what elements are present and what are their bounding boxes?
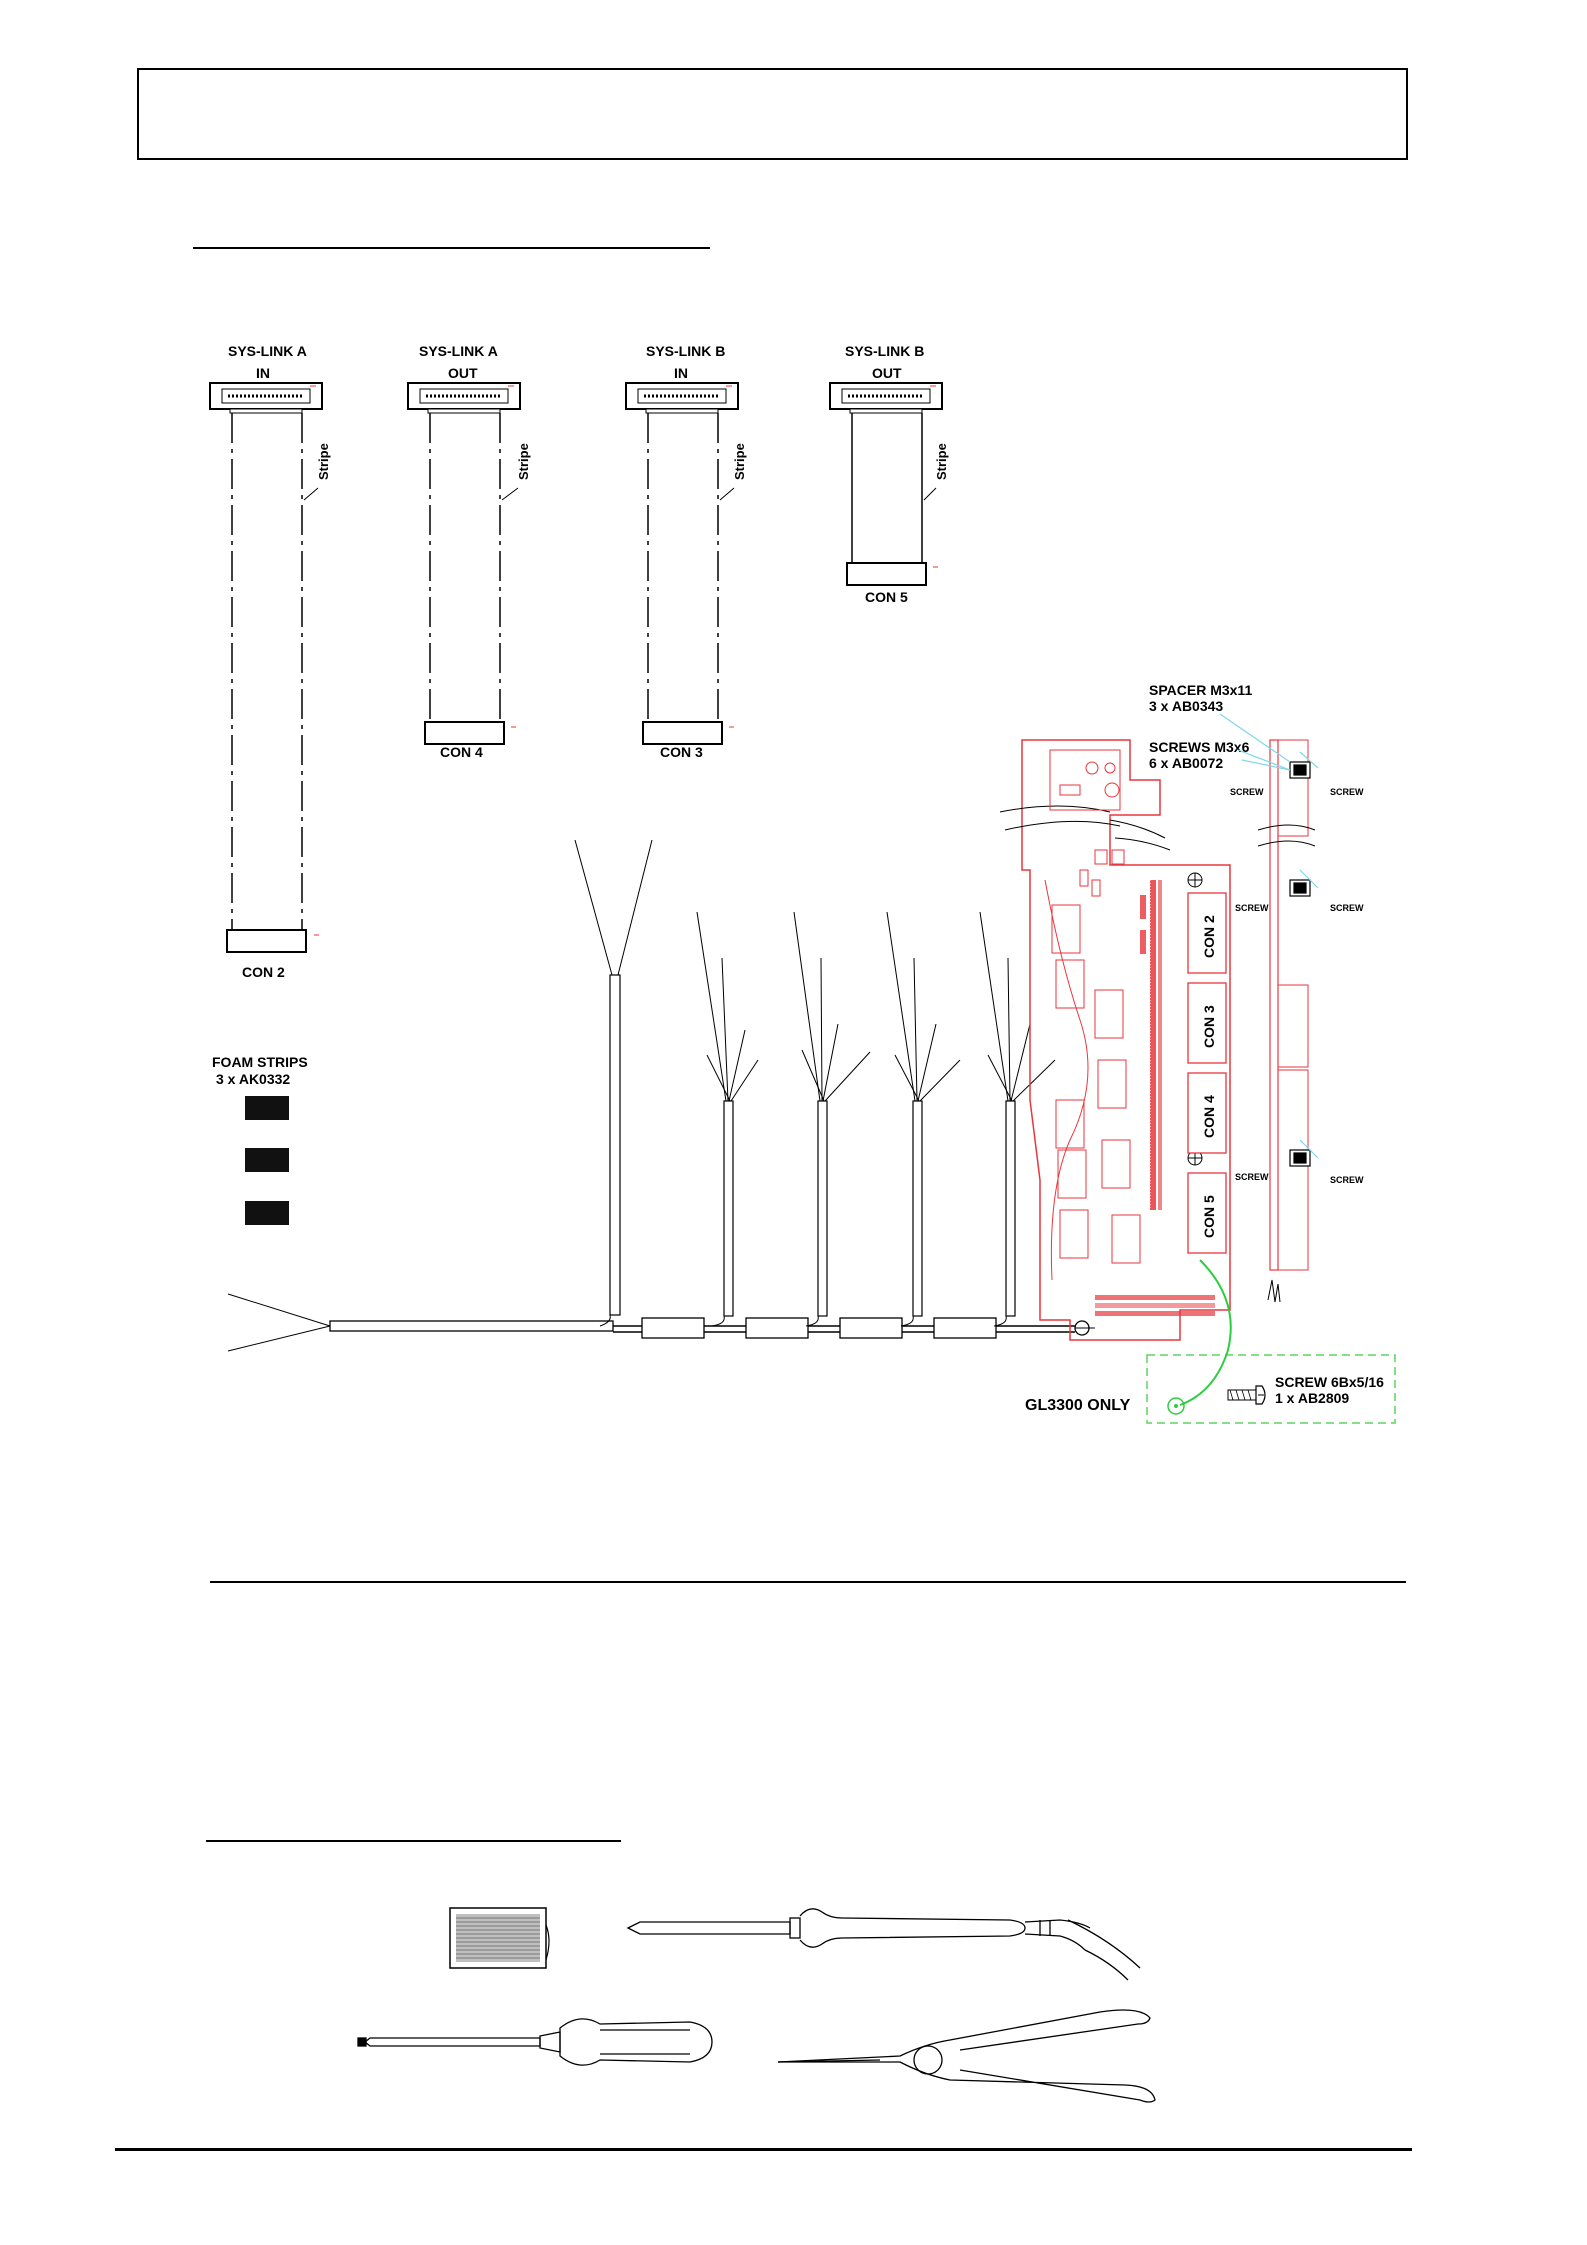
cable-label-top: SYS-LINK A <box>419 343 498 359</box>
cable-label-top: SYS-LINK B <box>845 343 925 359</box>
cable-harness <box>228 840 1075 1351</box>
idc-connector-con2 <box>227 930 306 952</box>
board-con2-label: CON 2 <box>1201 915 1217 958</box>
pcb-board <box>1000 740 1230 1340</box>
board-con4-label: CON 4 <box>1201 1095 1217 1138</box>
board-con5-label: CON 5 <box>1201 1195 1217 1238</box>
stripe-label: Stripe <box>934 443 949 480</box>
solder-reel-icon <box>450 1908 549 1968</box>
cable-label-sub: OUT <box>448 365 478 381</box>
hardware-callouts <box>1149 682 1364 1185</box>
ground-option <box>1025 1260 1395 1423</box>
spacer-title: SPACER M3x11 <box>1149 682 1253 698</box>
screw-tag: SCREW <box>1235 903 1269 913</box>
connector-label: CON 3 <box>660 744 703 760</box>
cable-label-sub: IN <box>674 365 688 381</box>
connector-label: CON 4 <box>440 744 483 760</box>
screw-tag: SCREW <box>1330 787 1364 797</box>
foam-strips <box>212 1054 308 1225</box>
board-con3-label: CON 3 <box>1201 1005 1217 1048</box>
idc-connector-con4 <box>425 722 504 744</box>
foam-title: FOAM STRIPS <box>212 1054 308 1070</box>
foam-strip <box>245 1201 289 1225</box>
ground-screw-title: SCREW 6Bx5/16 <box>1275 1374 1384 1390</box>
stripe-label: Stripe <box>732 443 747 480</box>
stripe-label: Stripe <box>516 443 531 480</box>
cable-sys-link-a-in <box>210 343 331 980</box>
pliers-icon <box>778 2010 1155 2102</box>
screws-part: 6 x AB0072 <box>1149 755 1224 771</box>
ground-screw-part: 1 x AB2809 <box>1275 1390 1350 1406</box>
screwdriver-icon <box>358 2019 712 2065</box>
foam-strip <box>245 1148 289 1172</box>
idc-connector-con3 <box>643 722 722 744</box>
foam-strip <box>245 1096 289 1120</box>
foam-part: 3 x AK0332 <box>216 1071 291 1087</box>
screw-6bx5-16-icon <box>1228 1386 1265 1404</box>
cable-label-sub: IN <box>256 365 270 381</box>
cable-label-top: SYS-LINK A <box>228 343 307 359</box>
screw-tag: SCREW <box>1235 1172 1269 1182</box>
soldering-iron-icon <box>628 1909 1140 1980</box>
cable-label-sub: OUT <box>872 365 902 381</box>
connector-label: CON 5 <box>865 589 908 605</box>
spacer-part: 3 x AB0343 <box>1149 698 1224 714</box>
side-bracket <box>1258 740 1315 1302</box>
cable-label-top: SYS-LINK B <box>646 343 726 359</box>
screw-tag: SCREW <box>1330 1175 1364 1185</box>
idc-connector-con5 <box>847 563 926 585</box>
screws-title: SCREWS M3x6 <box>1149 739 1250 755</box>
gl3300-note: GL3300 ONLY <box>1025 1397 1131 1414</box>
connector-label: CON 2 <box>242 964 285 980</box>
screw-tag: SCREW <box>1230 787 1264 797</box>
screw-tag: SCREW <box>1330 903 1364 913</box>
cable-sys-link-a-out <box>408 343 531 760</box>
stripe-label: Stripe <box>316 443 331 480</box>
cable-sys-link-b-in <box>626 343 747 760</box>
cable-sys-link-b-out <box>830 343 949 605</box>
